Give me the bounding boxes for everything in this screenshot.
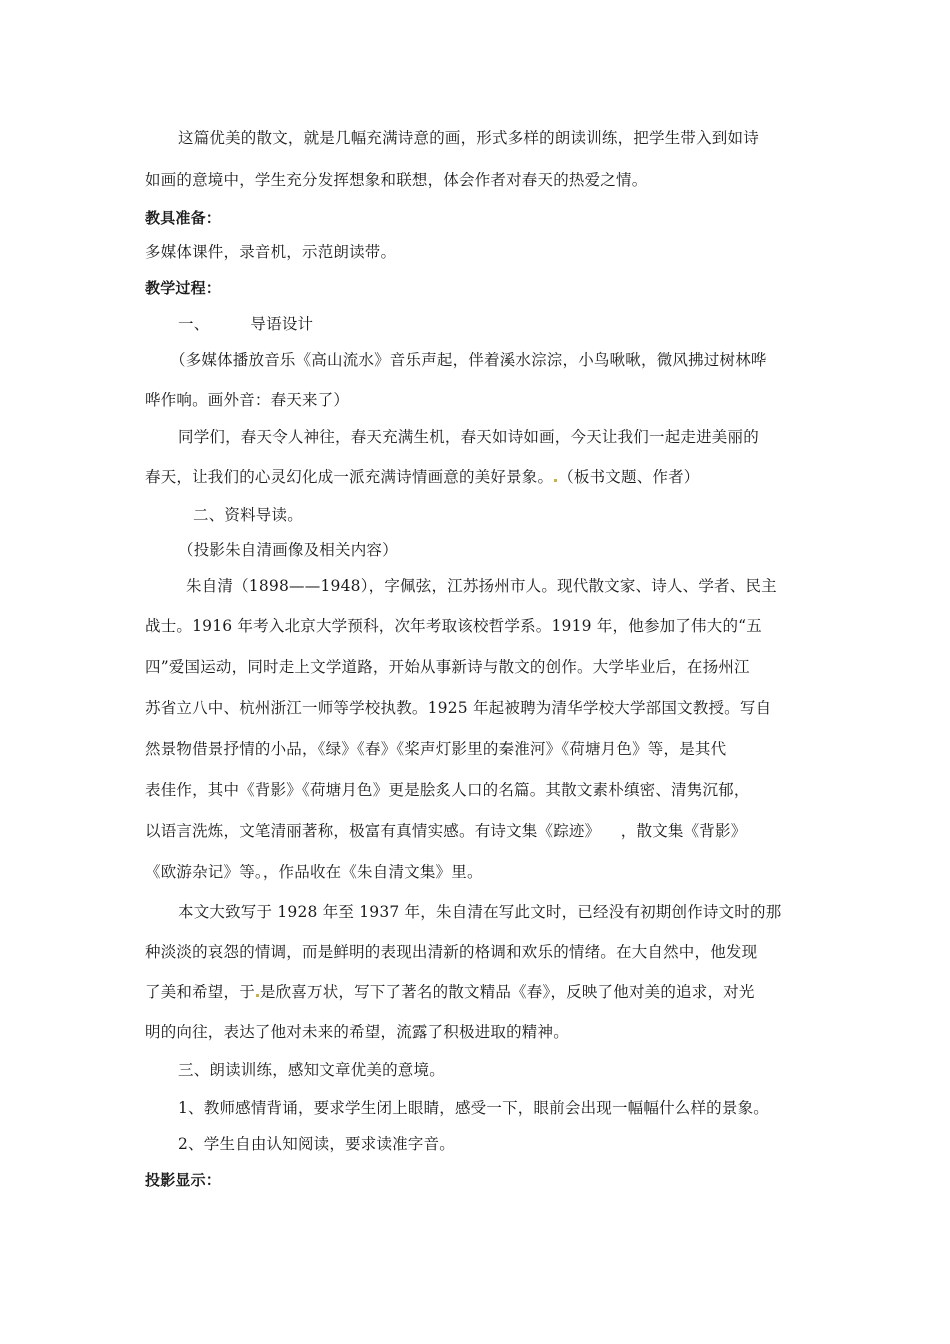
step-heading: 二、资料导读。 bbox=[193, 506, 303, 524]
step-heading: 三、朗读训练，感知文章优美的意境。 bbox=[178, 1061, 445, 1079]
paragraph-text: 是欣喜万状，写下了著名的散文精品《春》，反映了他对美的追求，对光 bbox=[259, 983, 755, 1001]
paragraph-line: 朱自清（1898——1948），字佩弦，江苏扬州市人。现代散文家、诗人、学者、民主 bbox=[186, 577, 777, 595]
paragraph-line bbox=[145, 467, 700, 487]
paragraph-line: 多媒体课件，录音机，示范朗读带。 bbox=[145, 243, 397, 261]
paragraph-line: 苏省立八中、杭州浙江一师等学校执教。1925 年起被聘为清华学校大学部国文教授。写自 bbox=[145, 699, 772, 717]
paragraph-line bbox=[145, 982, 755, 1002]
paragraph-line: （投影朱自清画像及相关内容） bbox=[178, 541, 398, 559]
section-heading: 教学过程： bbox=[145, 279, 222, 297]
paragraph-line: 表佳作，其中《背影》《荷塘月色》更是脍炙人口的名篇。其散文素朴缜密、清隽沉郁， bbox=[145, 781, 750, 799]
paragraph-line: 以语言洗炼，文笔清丽著称，极富有真情实感。有诗文集《踪迹》 ，散文集《背影》 bbox=[145, 822, 747, 840]
list-item: 2、学生自由认知阅读，要求读准字音。 bbox=[178, 1135, 455, 1153]
mark-dot bbox=[554, 479, 557, 482]
paragraph-line: 战士。1916 年考入北京大学预科，次年考取该校哲学系。1919 年，他参加了伟大的“五 bbox=[145, 617, 762, 635]
section-heading: 投影显示： bbox=[145, 1171, 222, 1189]
paragraph-line: 《欧游杂记》等。，作品收在《朱自清文集》里。 bbox=[145, 863, 483, 881]
paragraph-text: （板书文题、作者） bbox=[558, 468, 700, 486]
paragraph-line: 同学们，春天令人神往，春天充满生机，春天如诗如画，今天让我们一起走进美丽的 bbox=[178, 428, 759, 446]
paragraph-text: 春天，让我们的心灵幻化成一派充满诗情画意的美好景象。 bbox=[145, 468, 554, 486]
paragraph-line: 明的向往，表达了他对未来的希望，流露了积极进取的精神。 bbox=[145, 1023, 569, 1041]
section-heading: 教具准备： bbox=[145, 209, 222, 227]
paragraph-line: 四”爱国运动，同时走上文学道路，开始从事新诗与散文的创作。大学毕业后，在扬州江 bbox=[145, 658, 750, 676]
paragraph-line: （多媒体播放音乐《高山流水》音乐声起，伴着溪水淙淙，小鸟啾啾，微风拂过树林哗 bbox=[170, 351, 767, 369]
paragraph-text: 了美和希望，于 bbox=[145, 983, 255, 1001]
paragraph-line: 种淡淡的哀怨的情调，而是鲜明的表现出清新的格调和欢乐的情绪。在大自然中，他发现 bbox=[145, 943, 758, 961]
mark-dot bbox=[256, 994, 259, 997]
step-heading: 一、 导语设计 bbox=[178, 315, 314, 333]
paragraph-line: 然景物借景抒情的小品，《绿》《春》《桨声灯影里的秦淮河》《荷塘月色》等，是其代 bbox=[145, 740, 727, 758]
paragraph-line: 哗作响。画外音：春天来了） bbox=[145, 391, 350, 409]
list-item: 1、教师感情背诵，要求学生闭上眼睛，感受一下，眼前会出现一幅幅什么样的景象。 bbox=[178, 1099, 769, 1117]
paragraph-line: 本文大致写于 1928 年至 1937 年，朱自清在写此文时，已经没有初期创作诗文时的那 bbox=[178, 903, 782, 921]
paragraph-line: 这篇优美的散文，就是几幅充满诗意的画，形式多样的朗读训练，把学生带入到如诗 bbox=[178, 129, 759, 147]
paragraph-line: 如画的意境中，学生充分发挥想象和联想，体会作者对春天的热爱之情。 bbox=[145, 171, 648, 189]
